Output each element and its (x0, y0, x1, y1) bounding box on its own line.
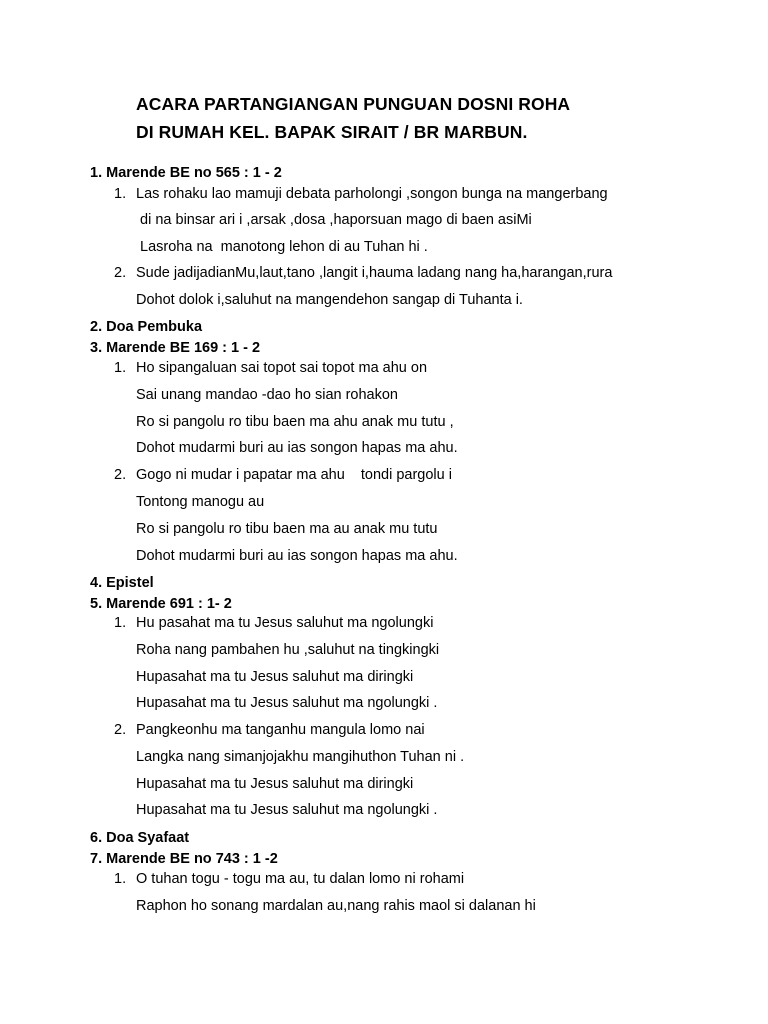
verse-line: Las rohaku lao mamuji debata parholongi ,songon bunga na mangerbang (136, 186, 608, 202)
verse-line: Roha nang pambahen hu ,saluhut na tingkingki (136, 642, 440, 658)
verse-line: Sai unang mandao -dao ho sian rohakon (136, 387, 398, 403)
section-heading: 3. Marende BE 169 : 1 - 2 (90, 340, 261, 356)
verse-line: Ro si pangolu ro tibu baen ma au anak mu tutu (136, 521, 438, 537)
verse-line: Dohot dolok i,saluhut na mangendehon sangap di Tuhanta i. (136, 292, 523, 308)
title-line-1: ACARA PARTANGIANGAN PUNGUAN DOSNI ROHA (136, 94, 571, 114)
title-line-2: DI RUMAH KEL. BAPAK SIRAIT / BR MARBUN. (136, 122, 528, 142)
section-heading: 7. Marende BE no 743 : 1 -2 (90, 851, 278, 867)
verse-line: Dohot mudarmi buri au ias songon hapas ma ahu. (136, 548, 458, 564)
section-heading: 2. Doa Pembuka (90, 319, 203, 335)
verse-number: 1. (114, 615, 127, 631)
verse-line: Pangkeonhu ma tanganhu mangula lomo nai (136, 722, 425, 738)
verse-line: di na binsar ari i ,arsak ,dosa ,haporsuan mago di baen asiMi (136, 212, 532, 228)
verse-line: Ho sipangaluan sai topot sai topot ma ahu on (136, 360, 428, 376)
verse-line: Langka nang simanjojakhu mangihuthon Tuhan ni . (136, 749, 465, 765)
verse-line: Dohot mudarmi buri au ias songon hapas ma ahu. (136, 440, 458, 456)
verse-number: 1. (114, 360, 127, 376)
verse-line: Raphon ho sonang mardalan au,nang rahis maol si dalanan hi (136, 898, 536, 914)
section-heading: 1. Marende BE no 565 : 1 - 2 (90, 165, 282, 181)
section-heading: 6. Doa Syafaat (90, 830, 190, 846)
section-heading: 5. Marende 691 : 1- 2 (90, 596, 232, 612)
verse-line: Lasroha na manotong lehon di au Tuhan hi . (136, 239, 428, 255)
section-heading: 4. Epistel (90, 575, 154, 591)
verse-number: 2. (114, 722, 127, 738)
verse-number: 1. (114, 186, 127, 202)
verse-number: 2. (114, 265, 127, 281)
verse-line: Hupasahat ma tu Jesus saluhut ma diringki (136, 669, 414, 685)
verse-line: Tontong manogu au (136, 494, 265, 510)
verse-line: Hupasahat ma tu Jesus saluhut ma ngolungki . (136, 802, 438, 818)
verse-line: Ro si pangolu ro tibu baen ma ahu anak mu tutu , (136, 414, 454, 430)
verse-line: Gogo ni mudar i papatar ma ahu tondi pargolu i (136, 467, 452, 483)
verse-line: Hu pasahat ma tu Jesus saluhut ma ngolungki (136, 615, 434, 631)
verse-line: Hupasahat ma tu Jesus saluhut ma ngolungki . (136, 695, 438, 711)
verse-line: O tuhan togu - togu ma au, tu dalan lomo ni rohami (136, 871, 465, 887)
verse-number: 2. (114, 467, 127, 483)
verse-number: 1. (114, 871, 127, 887)
verse-line: Hupasahat ma tu Jesus saluhut ma diringki (136, 776, 414, 792)
verse-line: Sude jadijadianMu,laut,tano ,langit i,hauma ladang nang ha,harangan,rura (136, 265, 613, 281)
